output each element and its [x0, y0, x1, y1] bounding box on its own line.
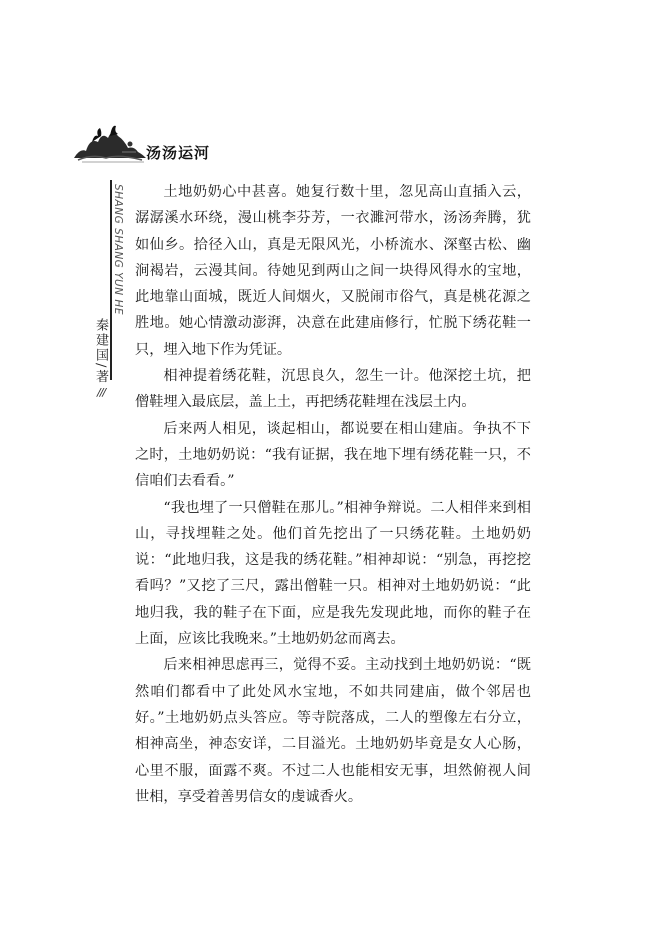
page-marker: ///	[97, 386, 106, 399]
paragraph: 后来两人相见，谈起相山，都说要在相山建庙。争执不下之时，土地奶奶说：“我有证据，我在地下埋有绣花鞋一只，不信咱们去看看。”	[135, 420, 531, 490]
author-credit: 秦建国/著	[93, 318, 108, 385]
ink-landscape-icon	[72, 118, 148, 164]
paragraph: 土地奶奶心中甚喜。她复行数十里，忽见高山直插入云，潺潺溪水环绕，漫山桃李芬芳，一衣濉河带水，汤汤奔腾，犹如仙乡。拾径入山，真是无限风光，小桥流水、深壑古松、幽涧褐岩，云漫其间。待她见到两山之间一块得风得水的宝地，此地靠山面城，既近人间烟火，又脱闹市俗气，真是桃花源之胜地。她心情激动澎湃，决意在此建庙修行，忙脱下绣花鞋一只，埋入地下作为凭证。	[135, 184, 531, 358]
pinyin-title: SHANG SHANG YUN HE	[112, 184, 124, 315]
running-header	[72, 118, 272, 168]
book-title: 汤汤运河	[146, 144, 211, 162]
body-text	[135, 179, 531, 810]
paragraph: 相神提着绣花鞋，沉思良久，忽生一计。他深挖土坑，把僧鞋埋入最底层，盖上土，再把绣花鞋埋在浅层土内。	[135, 368, 531, 411]
paragraph: “我也埋了一只僧鞋在那儿。”相神争辩说。二人相伴来到相山，寻找埋鞋之处。他们首先挖出了一只绣花鞋。土地奶奶说：“此地归我，这是我的绣花鞋。”相神却说：“别急，再挖挖看吗？”又挖了三尺，露出僧鞋一只。相神对土地奶奶说：“此地归我，我的鞋子在下面，应是我先发现此地，而你的鞋子在上面，应该比我晚来。”土地奶奶忿而离去。	[135, 499, 531, 648]
side-margin	[86, 180, 126, 410]
paragraph: 后来相神思虑再三，觉得不妥。主动找到土地奶奶说：“既然咱们都看中了此处风水宝地，不如共同建庙，做个邻居也好。”土地奶奶点头答应。等寺院落成，二人的塑像左右分立，相神高坐，神态安详，二目溢光。土地奶奶毕竟是女人心肠，心里不服，面露不爽。不过二人也能相安无事，坦然俯视人间世相，享受着善男信女的虔诚香火。	[135, 657, 531, 805]
